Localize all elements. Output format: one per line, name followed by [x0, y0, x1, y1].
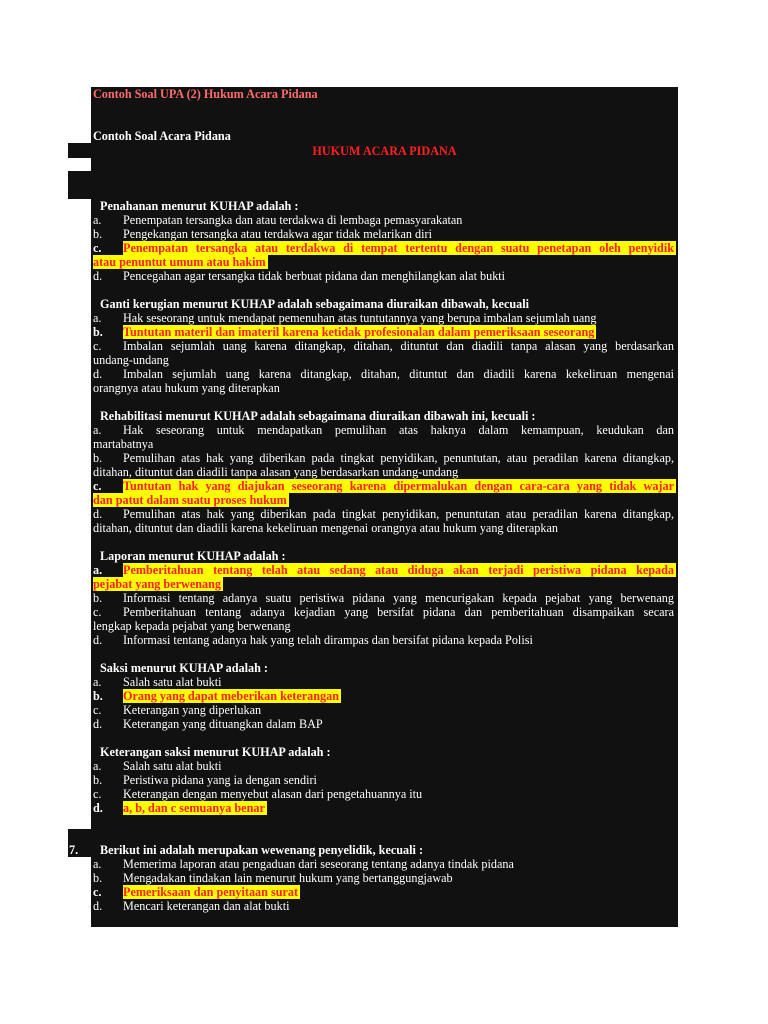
left-bar [68, 171, 92, 199]
option-text-line: Informasi tentang adanya suatu peristiwa pidana yang mencurigakan kepada pejabat yang berwenang [123, 591, 674, 605]
option-letter: a. [93, 857, 102, 871]
option-letter: c. [93, 241, 102, 255]
document-subtitle: Contoh Soal Acara Pidana [93, 129, 231, 143]
question-text: Penahanan menurut KUHAP adalah : [100, 199, 299, 213]
option-text-line: Keterangan yang diperlukan [123, 703, 262, 717]
option-letter: b. [93, 689, 103, 703]
option-letter: a. [93, 311, 102, 325]
option-letter: d. [93, 899, 103, 913]
question-number: 3. [69, 409, 79, 423]
option-text-line: Pemulihan atas hak yang diberikan pada tingkat penyidikan, penuntutan, atau peradilan karena ditangkap, [123, 451, 674, 465]
option-text-line: lengkap kepada pejabat yang berwenang [93, 619, 291, 633]
option-letter: a. [93, 759, 102, 773]
option-text-line: Pengekangan tersangka atau terdakwa agar tidak melarikan diri [123, 227, 432, 241]
option-letter: c. [93, 605, 102, 619]
option-text-line: Salah satu alat bukti [123, 675, 222, 689]
option-letter: a. [93, 563, 103, 577]
option-text-line: Mencari keterangan dan alat bukti [123, 899, 290, 913]
option-letter: b. [93, 451, 103, 465]
correct-answer-line: a, b, dan c semuanya benar [123, 801, 265, 815]
correct-answer-line: Orang yang dapat meberikan keterangan [123, 689, 340, 703]
option-text-line: ditahan, dituntut dan diadili tanpa alasan yang berdasarkan undang-undang [93, 465, 459, 479]
option-text-line: Hak seseorang untuk mendapatkan pemulihan atas haknya dalam kemampuan, keudukan dan [123, 423, 674, 437]
question-number: 5. [69, 661, 79, 675]
option-letter: d. [93, 269, 103, 283]
option-letter: c. [93, 703, 102, 717]
option-letter: b. [93, 773, 103, 787]
option-text-line: Salah satu alat bukti [123, 759, 222, 773]
option-text-line: Pemberitahuan tentang adanya kejadian yang bersifat pidana dan pemberitahuan disampaikan secara [123, 605, 674, 619]
correct-answer-line: atau penuntut umum atau hakim [93, 255, 266, 269]
option-text-line: Hak seseorang untuk mendapat pemenuhan atas tuntutannya yang berupa imbalan sejumlah uang [123, 311, 597, 325]
correct-answer-line: dan patut dalam suatu proses hukum [93, 493, 287, 507]
question-text: Saksi menurut KUHAP adalah : [100, 661, 268, 675]
question-text: Keterangan saksi menurut KUHAP adalah : [100, 745, 331, 759]
option-letter: c. [93, 479, 102, 493]
option-letter: b. [93, 325, 103, 339]
left-bar [68, 143, 92, 158]
option-letter: c. [93, 787, 102, 801]
question-text: Berikut ini adalah merupakan wewenang penyelidik, kecuali : [100, 843, 424, 857]
option-text-line: martabatnya [93, 437, 154, 451]
option-letter: d. [93, 801, 103, 815]
option-letter: b. [93, 227, 103, 241]
option-letter: b. [93, 871, 103, 885]
correct-answer-line: Pemberitahuan tentang telah atau sedang atau diduga akan terjadi peristiwa pidana kepada [123, 563, 674, 577]
document-title: Contoh Soal UPA (2) Hukum Acara Pidana [93, 87, 318, 101]
correct-answer-line: Pemeriksaan dan penyitaan surat [123, 885, 299, 899]
option-text-line: Mengadakan tindakan lain menurut hukum yang bertanggungjawab [123, 871, 453, 885]
question-text: Rehabilitasi menurut KUHAP adalah sebagaimana diuraikan dibawah ini, kecuali : [100, 409, 536, 423]
option-text-line: Peristiwa pidana yang ia dengan sendiri [123, 773, 317, 787]
option-text-line: Keterangan dengan menyebut alasan dari pengetahuannya itu [123, 787, 423, 801]
question-number: 1. [69, 199, 79, 213]
question-number: 7. [69, 843, 79, 857]
section-heading: HUKUM ACARA PIDANA [312, 144, 457, 158]
question-text: Laporan menurut KUHAP adalah : [100, 549, 286, 563]
option-letter: d. [93, 633, 103, 647]
option-text-line: Imbalan sejumlah uang karena ditangkap, ditahan, dituntut dan diadili karena kekeliruan mengenai [123, 367, 674, 381]
option-text-line: Pencegahan agar tersangka tidak berbuat pidana dan menghilangkan alat bukti [123, 269, 506, 283]
option-text-line: Keterangan yang dituangkan dalam BAP [123, 717, 323, 731]
question-number: 6. [69, 745, 79, 759]
question-number: 2. [69, 297, 79, 311]
option-text-line: Pemulihan atas hak yang diberikan pada tingkat penyidikan, penuntutan atau peradilan karena ditangkap, [123, 507, 674, 521]
option-letter: d. [93, 507, 103, 521]
option-letter: a. [93, 675, 102, 689]
option-text-line: undang-undang [93, 353, 169, 367]
option-letter: d. [93, 717, 103, 731]
question-text: Ganti kerugian menurut KUHAP adalah sebagaimana diuraikan dibawah, kecuali [100, 297, 530, 311]
option-text-line: orangnya atau hukum yang diterapkan [93, 381, 280, 395]
option-letter: a. [93, 213, 102, 227]
question-number: 4. [69, 549, 79, 563]
correct-answer-line: Tuntutan hak yang diajukan seseorang karena dipermalukan dengan cara-cara yang tidak wajar [123, 479, 674, 493]
option-letter: c. [93, 339, 102, 353]
option-text-line: Memerima laporan atau pengaduan dari seseorang tentang adanya tindak pidana [123, 857, 514, 871]
option-text-line: Penempatan tersangka dan atau terdakwa di lembaga pemasyarakatan [123, 213, 463, 227]
option-text-line: Imbalan sejumlah uang karena ditangkap, ditahan, dituntut dan diadili tanpa alasan yang berdasarkan [123, 339, 674, 353]
correct-answer-line: Tuntutan materil dan imateril karena ketidak profesionalan dalam pemeriksaan seseorang [123, 325, 595, 339]
correct-answer-line: Penempatan tersangka atau terdakwa di tempat tertentu dengan suatu penetapan oleh penyidik [123, 241, 674, 255]
option-letter: a. [93, 423, 102, 437]
option-letter: c. [93, 885, 102, 899]
correct-answer-line: pejabat yang berwenang [93, 577, 221, 591]
option-text-line: ditahan, dituntut dan diadili karena kekeliruan mengenai orangnya atau hukum yang diterapkan [93, 521, 558, 535]
option-letter: b. [93, 591, 103, 605]
option-text-line: Informasi tentang adanya hak yang telah dirampas dan bersifat pidana kepada Polisi [123, 633, 533, 647]
option-letter: d. [93, 367, 103, 381]
